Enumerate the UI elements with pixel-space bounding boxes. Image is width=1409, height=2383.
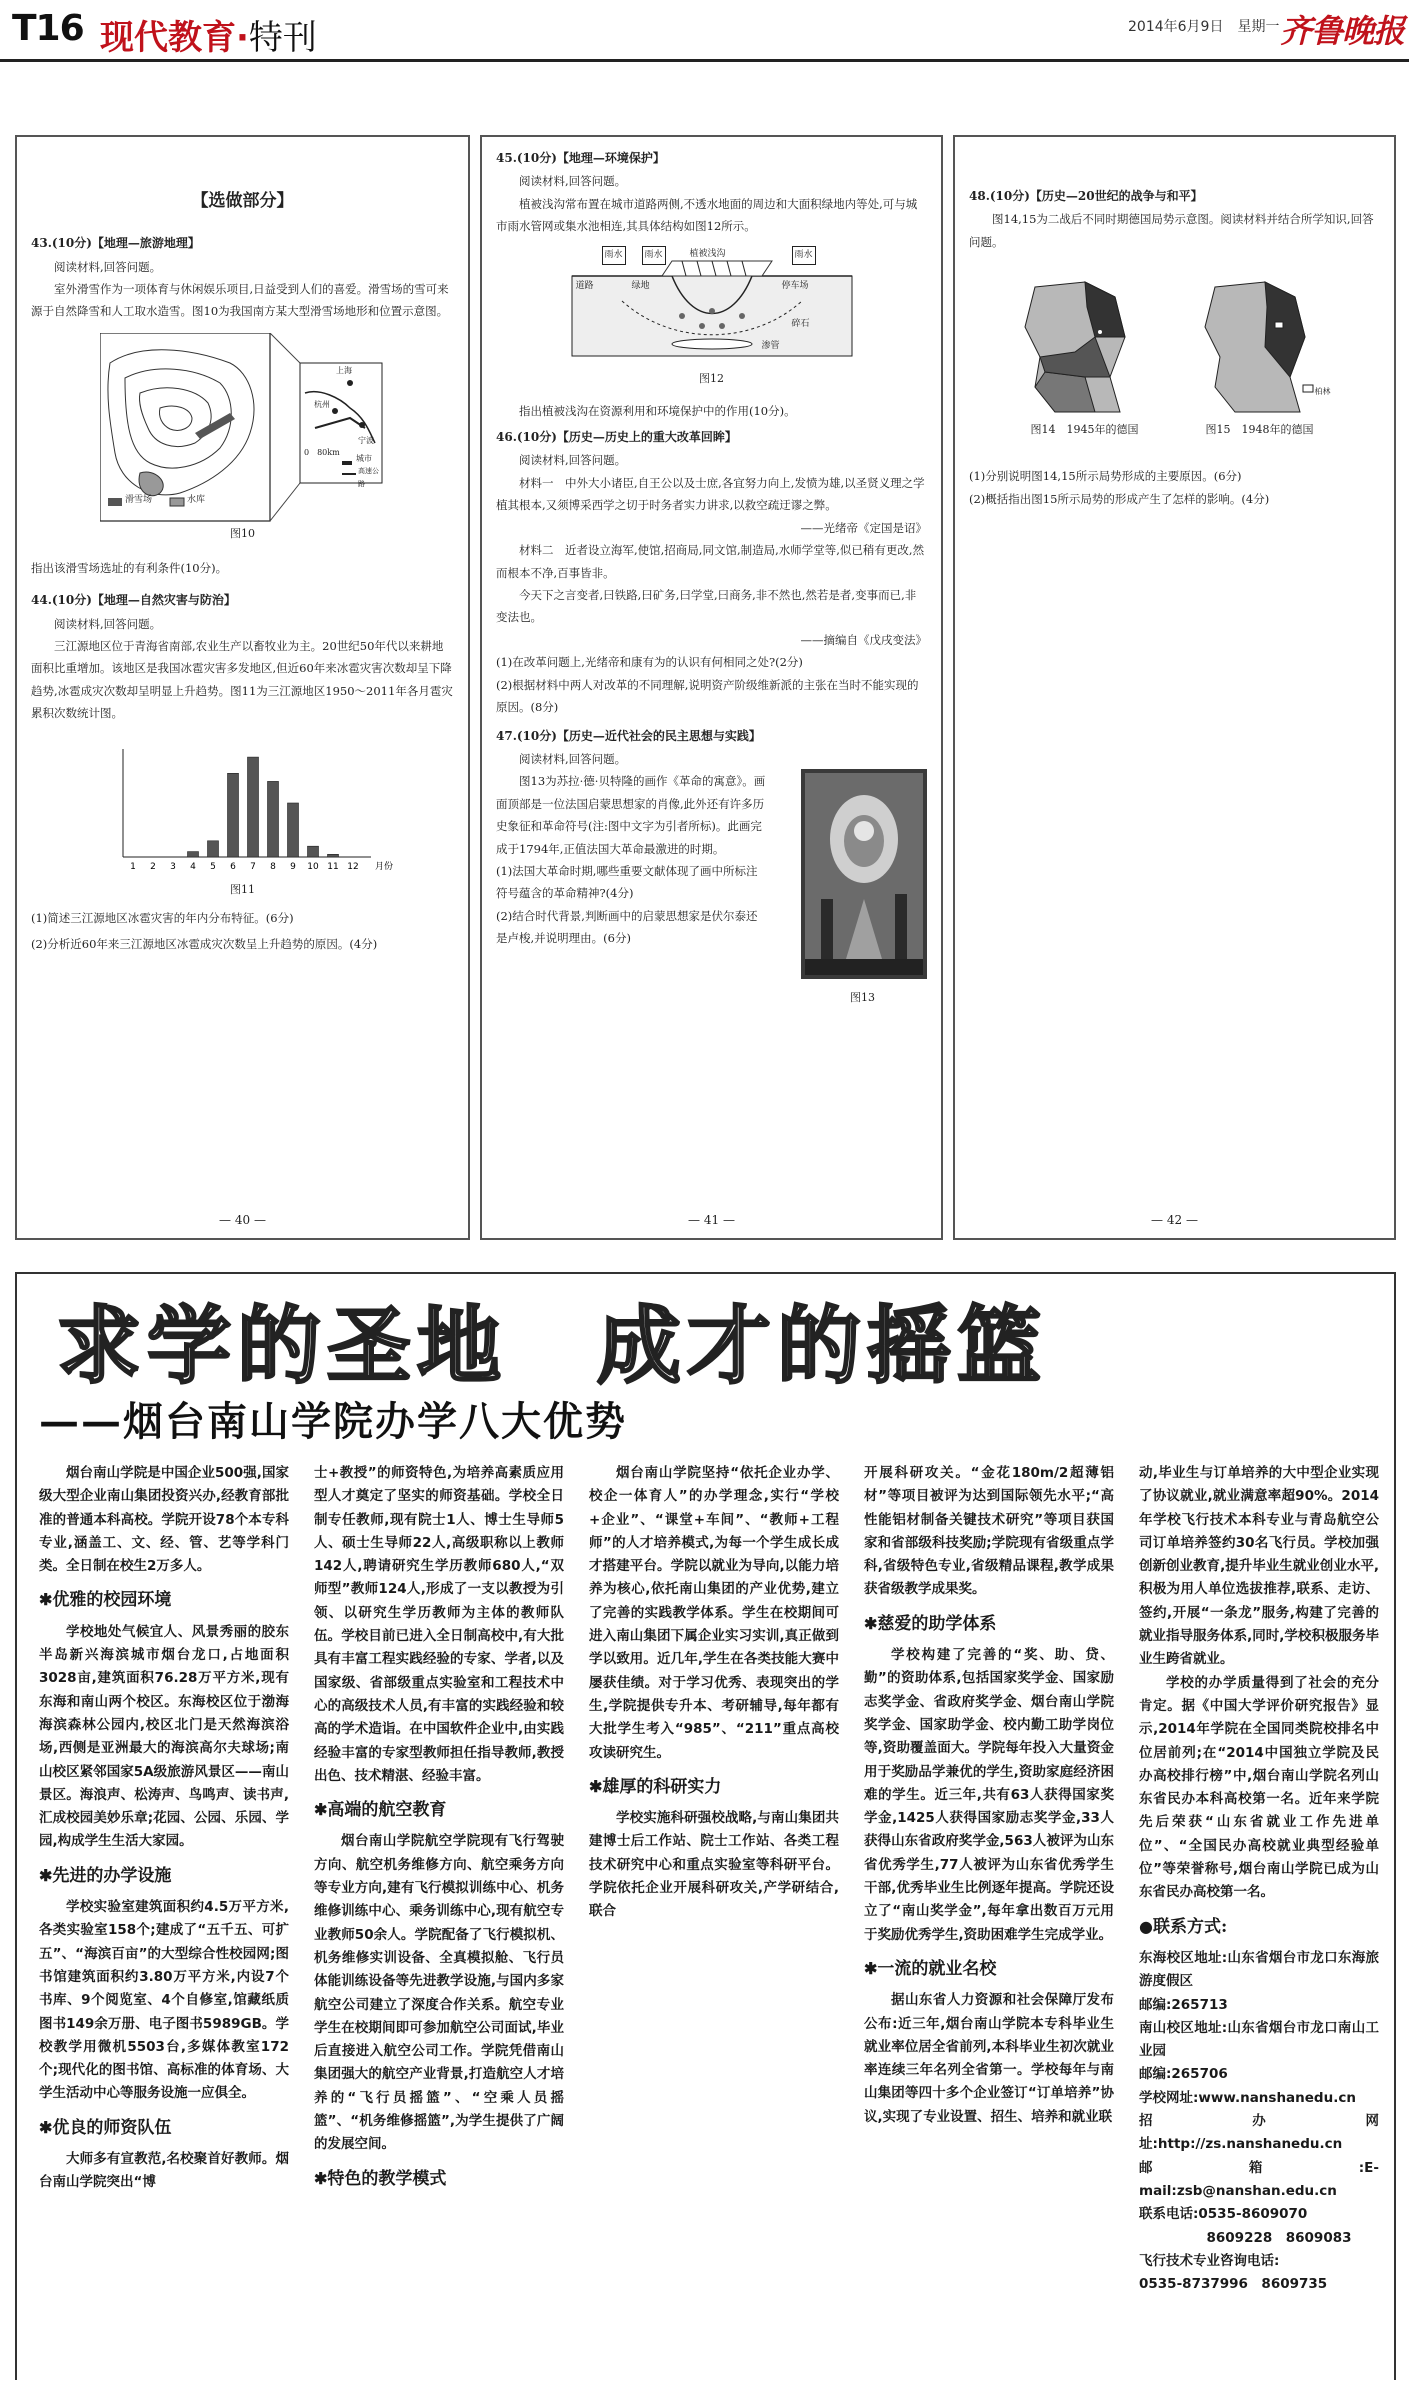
ad-text-facilities: 学校实验室建筑面积约4.5万平方米,各类实验室158个;建成了“五千五、可扩五”、“海滨百亩”的大型综合性校园网;图书馆建筑面积约3.80万平方米,内设7个书库、9个阅览室、4个自修室,馆藏纸质图书149余万册、电子图书5989GB。学校教学用微机5503台,多媒体教室172个;现代化的图书馆、高标准的体育场、大学生活动中心等服务设施一应俱全。 bbox=[39, 1899, 289, 2102]
ad-text-research-cont: 开展科研攻关。“金花180m/2超薄铝材”等项目被评为达到国际领先水平;“高性能铝材制备关键技术研究”等项目获国家和省部级科技奖励;学院现有省级重点学科,省级特色专业,省级精品课程,教学成果获省级教学成果奖。 bbox=[864, 1465, 1114, 1598]
fig12-caption: 图12 bbox=[699, 371, 724, 385]
fig13-caption: 图13 bbox=[850, 990, 875, 1004]
q45-heading: 45.(10分)【地理—环境保护】 bbox=[496, 151, 665, 165]
ad-text-research: 学校实施科研强校战略,与南山集团共建博士后工作站、院士工作站、各类工程技术研究中心和重点实验室等科研平台。学院依托企业开展科研攻关,产学研结合,联合 bbox=[589, 1810, 839, 1920]
q43-material: 室外滑雪作为一项体育与休闲娱乐项目,日益受到人们的喜爱。滑雪场的雪可来源于自然降雪和人工取水造雪。图10为我国南方某大型滑雪场地形和位置示意图。 bbox=[31, 281, 449, 319]
fig12-label-road: 道路 bbox=[575, 280, 594, 291]
contact-donghai-address: 东海校区地址:山东省烟台市龙口东海旅游度假区 bbox=[1139, 1949, 1379, 1990]
star-icon: ✱ bbox=[39, 1590, 53, 1610]
figure-10-ski-map bbox=[100, 333, 385, 543]
issue-date: 2014年6月9日 星期一 bbox=[1128, 19, 1280, 35]
fig12-label-rain-2: 雨水 bbox=[642, 246, 666, 266]
page-header bbox=[0, 0, 1409, 62]
fig10-legend-water: 水库 bbox=[187, 494, 206, 505]
fig12-label-greenland: 绿地 bbox=[631, 280, 650, 291]
fig12-label-gravel: 碎石 bbox=[791, 318, 810, 329]
ad-column-3 bbox=[589, 1462, 839, 2380]
ad-column-4 bbox=[864, 1462, 1114, 2380]
ad-text-aid: 学校构建了完善的“奖、助、贷、勤”的资助体系,包括国家奖学金、国家励志奖学金、省政府奖学金、烟台南山学院奖学金、国家助学金、校内勤工助学岗位等,资助覆盖面大。学院每年投入大量资金用于奖励品学兼优的学生,资助家庭经济困难的学生。近三年,共有63人获得国家奖学金,1425人获得国家励志奖学金,33人获得山东省政府奖学金,563人被评为山东省优秀学生,77人被评为山东省优秀学生干部,优秀毕业生比例逐年提高。学院还设立了“南山奖学金”,每年拿出数百万元用于奖励优秀学生,资助困难学生完成学业。 bbox=[864, 1647, 1114, 1943]
fig10-place-hangzhou: 杭州 bbox=[314, 399, 330, 409]
tick-label-5: 5 bbox=[209, 861, 216, 872]
q47-question-1: (1)法国大革命时期,哪些重要文献体现了画中所标注符号蕴含的革命精神?(4分) bbox=[496, 864, 758, 901]
q45-material: 植被浅沟常布置在城市道路两侧,不透水地面的周边和大面积绿地内等处,可与城市雨水管网或集水池相连,其具体结构如图12所示。 bbox=[496, 196, 918, 234]
ad-text-aviation: 烟台南山学院航空学院现有飞行驾驶方向、航空机务维修方向、航空乘务方向等专业方向,建有飞行模拟训练中心、机务维修训练中心、乘务训练中心,现有航空专业教师50余人。学院配备了飞行模拟机、机务维修实训设备、全真模拟舱、飞行员体能训练设备等先进教学设施,与国内多家航空公司建立了深度合作关系。航空专业学生在校期间即可参加航空公司面试,毕业后直接进入航空公司工作。学院凭借南山集团强大的航空产业背景,打造航空人才培养的“飞行员摇篮”、“空乘人员摇篮”、“机务维修摇篮”,为学生提供了广阔的发展空间。 bbox=[314, 1833, 564, 2153]
section-title-main: 现代教育 bbox=[100, 18, 236, 58]
page-number-40: — 40 — bbox=[219, 1212, 266, 1227]
contact-phone-extra: 8609228 8609083 bbox=[1206, 2229, 1352, 2246]
q46-material-2b: 今天下之言变者,曰铁路,曰矿务,曰学堂,曰商务,非不然也,然若是者,变事而已,非变法也。 bbox=[496, 588, 917, 625]
star-icon: ✱ bbox=[589, 1776, 603, 1796]
fig12-label-pipe: 渗管 bbox=[761, 340, 780, 351]
q46-material-1: 材料一 中外大小诸臣,自王公以及士庶,各宜努力向上,发愤为雄,以圣贤义理之学植其根本,又须博采西学之切于时务者实力讲求,以救空疏迂谬之弊。 bbox=[496, 475, 925, 513]
bar-month-11 bbox=[327, 854, 338, 857]
star-icon: ✱ bbox=[314, 2168, 328, 2188]
fig15-caption: 图15 1948年的德国 bbox=[1205, 423, 1314, 437]
tick-label-1: 1 bbox=[129, 861, 136, 872]
ad-heading-research: ✱雄厚的科研实力 bbox=[589, 1776, 722, 1797]
contact-flight-phone: 0535-8737996 8609735 bbox=[1139, 2276, 1328, 2293]
section-subtitle: 特刊 bbox=[248, 18, 317, 58]
page-number: T16 bbox=[12, 8, 84, 49]
ad-heading-faculty: ✱优良的师资队伍 bbox=[39, 2117, 172, 2138]
bar-month-4 bbox=[187, 851, 198, 856]
figure-11-hail-chart bbox=[93, 739, 393, 899]
tick-label-8: 8 bbox=[269, 861, 276, 872]
q47-block bbox=[496, 725, 927, 1004]
fig12-label-rain-1: 雨水 bbox=[602, 246, 626, 266]
tick-label-12: 12 bbox=[346, 861, 359, 872]
q46-question-2: (2)根据材料中两人对改革的不同理解,说明资产阶级维新派的主张在当时不能实现的原因。(8分) bbox=[496, 677, 919, 715]
figure-13-painting bbox=[801, 769, 927, 979]
q47-heading: 47.(10分)【历史—近代社会的民主思想与实践】 bbox=[496, 728, 761, 743]
q46-material-2: 材料二 近者设立海军,使馆,招商局,同文馆,制造局,水师学堂等,似已稍有更改,然而根本不净,百事皆非。 bbox=[496, 543, 925, 580]
ad-heading-facilities: ✱先进的办学设施 bbox=[39, 1865, 172, 1886]
ad-heading-campus: ✱优雅的校园环境 bbox=[39, 1590, 172, 1611]
q48-question-1: (1)分别说明图14,15所示局势形成的主要原因。(6分) bbox=[969, 469, 1242, 484]
fig12-label-rain-3: 雨水 bbox=[792, 246, 816, 266]
fig12-label-parking: 停车场 bbox=[781, 280, 809, 291]
q43-question: 指出该滑雪场选址的有利条件(10分)。 bbox=[31, 560, 228, 575]
exam-page-42 bbox=[953, 135, 1396, 1240]
fig10-legend-road: 高速公路 bbox=[358, 466, 379, 489]
fig15-berlin-label: 柏林 bbox=[1314, 387, 1331, 397]
q44-heading: 44.(10分)【地理—自然灾害与防治】 bbox=[31, 593, 236, 608]
ad-subtitle: ——烟台南山学院办学八大优势 bbox=[39, 1398, 627, 1445]
contact-admissions-website: 招办网址:http://zs.nanshanedu.cn bbox=[1139, 2113, 1379, 2153]
ad-heading-teaching: ✱特色的教学模式 bbox=[314, 2168, 447, 2189]
tick-label-7: 7 bbox=[249, 861, 256, 872]
ad-heading-contact: ●联系方式: bbox=[1139, 1916, 1228, 1937]
star-icon: ✱ bbox=[39, 1865, 53, 1885]
star-icon: ✱ bbox=[864, 1958, 878, 1978]
contact-website: 学校网址:www.nanshanedu.cn bbox=[1139, 2089, 1356, 2106]
x-axis-label: 月份 bbox=[374, 861, 393, 872]
star-icon: ✱ bbox=[39, 2117, 53, 2137]
bar-month-6 bbox=[227, 773, 238, 857]
q44-question-1: (1)简述三江源地区冰雹灾害的年内分布特征。(6分) bbox=[31, 910, 294, 925]
ad-text-employment-cont: 动,毕业生与订单培养的大中型企业实现了协议就业,就业满意率超90%。2014年学校飞行技术本科专业与青岛航空公司订单培养签约30名飞行员。学校加强创新创业教育,提升毕业生就业创业水平,积极为用人单位选拔推荐,联系、走访、签约,开展“一条龙”服务,构建了完善的就业指导服务体系,同时,学校积极服务毕业生跨省就业。 bbox=[1139, 1465, 1379, 1668]
contact-nanshan-postcode: 邮编:265706 bbox=[1139, 2066, 1228, 2083]
section-separator: · bbox=[236, 18, 249, 58]
q43-heading: 43.(10分)【地理—旅游地理】 bbox=[31, 236, 200, 251]
fig10-place-ningbo: 宁波 bbox=[358, 435, 374, 445]
q46-heading: 46.(10分)【历史—历史上的重大改革回眸】 bbox=[496, 430, 737, 445]
ad-text-employment: 据山东省人力资源和社会保障厅发布公布:近三年,烟台南山学院本专科毕业生就业率位居全省前列,本科毕业生初次就业率连续三年名列全省第一。学校每年与南山集团等四十多个企业签订“订单培养”协议,实现了专业设置、招生、培养和就业联 bbox=[864, 1992, 1114, 2125]
q46-material-2-source: ——摘编自《戊戌变法》 bbox=[800, 632, 927, 647]
contact-phone: 联系电话:0535-8609070 bbox=[1139, 2206, 1308, 2223]
contact-flight-phone-label: 飞行技术专业咨询电话: bbox=[1139, 2252, 1280, 2269]
page-number-41: — 41 — bbox=[688, 1212, 735, 1227]
q43-instruction: 阅读材料,回答问题。 bbox=[54, 259, 162, 274]
star-icon: ✱ bbox=[314, 1800, 328, 1820]
bar-month-5 bbox=[207, 841, 218, 857]
q47-question-2: (2)结合时代背景,判断画中的启蒙思想家是伏尔泰还是卢梭,并说明理由。(6分) bbox=[496, 908, 758, 946]
selection-heading: 【选做部分】 bbox=[191, 191, 294, 211]
q44-instruction: 阅读材料,回答问题。 bbox=[54, 616, 162, 631]
ad-heading-aid: ✱慈爱的助学体系 bbox=[864, 1613, 997, 1634]
section-title bbox=[100, 10, 317, 59]
q45-question: 指出植被浅沟在资源利用和环境保护中的作用(10分)。 bbox=[519, 403, 796, 418]
q48-question-2: (2)概括指出图15所示局势的形成产生了怎样的影响。(4分) bbox=[969, 491, 1270, 506]
q46-question-1: (1)在改革问题上,光绪帝和康有为的认识有何相同之处?(2分) bbox=[496, 655, 803, 670]
ad-text-reputation: 学校的办学质量得到了社会的充分肯定。据《中国大学评价研究报告》显示,2014年学院在全国同类院校排名中位居前列;在“2014中国独立学院及民办高校排行榜”中,烟台南山学院名列山东省民办本科高校第一名。近年来学院先后荣获“山东省就业工作先进单位”、“全国民办高校就业典型经验单位”等荣誉称号,烟台南山学院已成为山东省民办高校第一名。 bbox=[1139, 1674, 1379, 1901]
star-icon: ✱ bbox=[864, 1613, 878, 1633]
ad-text-campus: 学校地处气候宜人、风景秀丽的胶东半岛新兴海滨城市烟台龙口,占地面积3028亩,建筑面积76.28万平方米,现有东海和南山两个校区。东海校区位于渤海海滨森林公园内,校区北门是天然海滨浴场,西侧是亚洲最大的海滨高尔夫球场;南山校区紧邻国家5A级旅游风景区——南山景区。海浪声、松涛声、鸟鸣声、读书声,汇成校园美妙乐章;花园、公园、乐园、学园,构成学生生活大家园。 bbox=[39, 1623, 289, 1850]
ad-heading-aviation: ✱高端的航空教育 bbox=[314, 1800, 447, 1821]
bar-month-9 bbox=[287, 803, 298, 857]
ad-column-2 bbox=[314, 1462, 564, 2380]
ad-column-5 bbox=[1139, 1462, 1379, 2380]
tick-label-2: 2 bbox=[149, 861, 156, 872]
ad-intro: 烟台南山学院是中国企业500强,国家级大型企业南山集团投资兴办,经教育部批准的普通本科高校。学院开设78个本专科专业,涵盖工、文、经、管、艺等学科门类。全日制在校生2万多人。 bbox=[39, 1465, 289, 1575]
nanshan-college-advertisement bbox=[15, 1272, 1396, 2380]
bar-month-8 bbox=[267, 781, 278, 857]
tick-label-3: 3 bbox=[169, 861, 176, 872]
star-icon: ● bbox=[1139, 1916, 1153, 1936]
ad-text-faculty: 大师多有宣教范,名校聚首好教师。烟台南山学院突出“博 bbox=[39, 2151, 289, 2191]
fig12-label-swale: 植被浅沟 bbox=[689, 248, 726, 259]
contact-donghai-postcode: 邮编:265713 bbox=[1139, 1996, 1228, 2013]
tick-label-6: 6 bbox=[229, 861, 236, 872]
figure-12-vegetated-swale bbox=[562, 246, 862, 386]
tick-label-10: 10 bbox=[306, 861, 319, 872]
fig10-caption: 图10 bbox=[230, 526, 255, 540]
newspaper-masthead: 齐鲁晚报 bbox=[1280, 12, 1405, 50]
contact-nanshan-address: 南山校区地址:山东省烟台市龙口南山工业园 bbox=[1139, 2019, 1379, 2060]
q46-instruction: 阅读材料,回答问题。 bbox=[519, 453, 627, 468]
fig10-scale: 0 80km bbox=[304, 447, 340, 457]
ad-column-1 bbox=[39, 1462, 289, 2380]
bar-month-7 bbox=[247, 757, 258, 857]
q45-instruction: 阅读材料,回答问题。 bbox=[519, 174, 627, 189]
tick-label-9: 9 bbox=[289, 861, 296, 872]
q48-heading: 48.(10分)【历史—20世纪的战争与和平】 bbox=[969, 189, 1203, 203]
page-number-42: — 42 — bbox=[1151, 1212, 1198, 1227]
fig10-place-shanghai: 上海 bbox=[336, 365, 352, 375]
hail-bar-chart bbox=[93, 739, 393, 879]
fig14-caption: 图14 1945年的德国 bbox=[1030, 423, 1139, 437]
tick-label-11: 11 bbox=[326, 861, 339, 872]
q44-question-2: (2)分析近60年来三江源地区冰雹成灾次数呈上升趋势的原因。(4分) bbox=[31, 937, 378, 952]
exam-page-41 bbox=[480, 135, 943, 1240]
exam-page-40 bbox=[15, 135, 470, 1240]
ad-text-teaching: 烟台南山学院坚持“依托企业办学、校企一体育人”的办学理念,实行“学校+企业”、“课堂+车间”、“教师+工程师”的人才培养模式,为每一个学生成长成才搭建平台。学院以就业为导向,以能力培养为核心,依托南山集团的产业优势,建立了完善的实践教学体系。学生在校期间可进入南山集团下属企业实习实训,真正做到学以致用。近几年,学生在各类技能大赛中屡获佳绩。对于学习优秀、表现突出的学生,学院提供专升本、考研辅导,每年都有大批学生考入“985”、“211”重点高校攻读研究生。 bbox=[589, 1465, 839, 1761]
q47-instruction: 阅读材料,回答问题。 bbox=[519, 751, 627, 766]
q48-material: 图14,15为二战后不同时期德国局势示意图。阅读材料并结合所学知识,回答问题。 bbox=[969, 212, 1374, 249]
ad-title: 求学的圣地 成才的摇篮 bbox=[57, 1297, 1048, 1395]
ad-heading-employment: ✱一流的就业名校 bbox=[864, 1958, 997, 1979]
contact-email: 邮箱:E-mail:zsb@nanshan.edu.cn bbox=[1139, 2159, 1379, 2199]
q46-material-1-source: ——光绪帝《定国是诏》 bbox=[800, 520, 927, 535]
q47-material: 图13为苏拉·德·贝特隆的画作《革命的寓意》。画面顶部是一位法国启蒙思想家的肖像,此外还有许多历史象征和革命符号(注:图中文字为引者所标)。此画完成于1794年,正值法国大革命最激进的时期。 bbox=[496, 774, 766, 856]
bar-month-10 bbox=[307, 846, 318, 857]
q44-material: 三江源地区位于青海省南部,农业生产以畜牧业为主。20世纪50年代以来耕地面积比重增加。该地区是我国冰雹灾害多发地区,但近60年来冰雹灾害次数却呈下降趋势,冰雹成灾次数却呈明显上升趋势。图11为三江源地区1950～2011年各月雹灾累积次数统计图。 bbox=[31, 639, 453, 721]
fig10-legend-city: 城市 bbox=[356, 453, 372, 463]
tick-label-4: 4 bbox=[189, 861, 196, 872]
fig10-legend-ski: 滑雪场 bbox=[125, 494, 153, 505]
figures-14-15-germany-maps bbox=[1015, 277, 1335, 437]
fig11-caption: 图11 bbox=[230, 882, 255, 896]
ad-text-faculty-cont: 士+教授”的师资特色,为培养高素质应用型人才奠定了坚实的师资基础。学校全日制专任教师,现有院士1人、博士生导师5人、硕士生导师22人,高级职称以上教师142人,聘请研究生学历教师680人,“双师型”教师124人,形成了一支以教授为引领、以研究生学历教师为主体的教师队伍。学校目前已进入全日制高校中,有大批具有丰富工程实践经验的专家、学者,以及国家级、省部级重点实验室和工程技术中心的高级技术人员,有丰富的实践经验和较高的学术造诣。在中国软件企业中,由实践经验丰富的专家型教师担任指导教师,教授出色、技术精湛、经验丰富。 bbox=[314, 1465, 564, 1784]
